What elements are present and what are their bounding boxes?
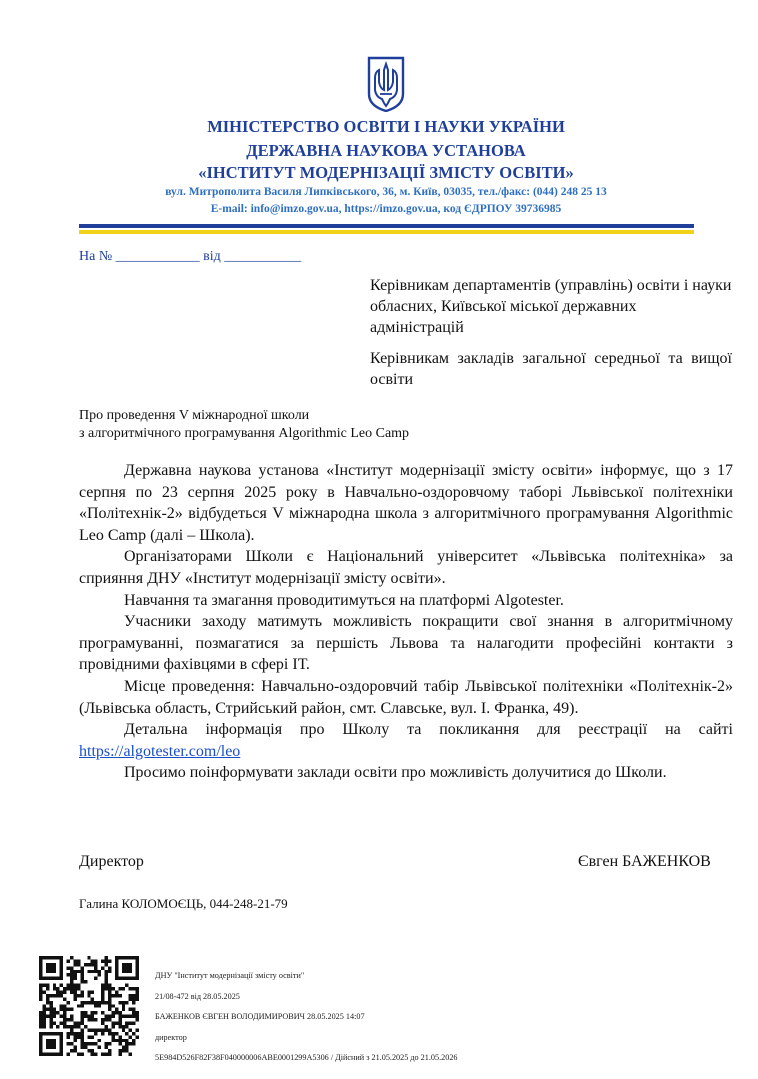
electronic-signature-stamp — [155, 966, 458, 1069]
body-paragraph: Учасники заходу матимуть можливість покращити свої знання в алгоритмічному програмуванні, позмагатися за першість Львова та налагодити професійні контакти з провідними фахівцями в сфері ІТ. — [79, 613, 733, 674]
registration-link[interactable]: https://algotester.com/leo — [79, 742, 241, 760]
body-paragraph — [79, 719, 733, 762]
body-paragraph: Просимо поінформувати заклади освіти про можливість долучитися до Школи. — [124, 764, 667, 782]
signature-title: Директор — [79, 853, 144, 870]
stamp-position: директор — [155, 1032, 187, 1042]
executor-contact: Галина КОЛОМОЄЦЬ, 044-248-21-79 — [79, 896, 288, 911]
stamp-organization: ДНУ "Інститут модернізації змісту освіти" — [155, 971, 305, 980]
trident-emblem-icon — [366, 56, 406, 112]
body-paragraph: Місце проведення: Навчально-оздоровчий табір Львівської політехніки «Політехнік-2» (Львівська область, Стрийський район, смт. Славське, вул. І. Франка, 49). — [79, 677, 733, 717]
reference-number-line: На № ____________ від ___________ — [79, 249, 302, 264]
signature-name: Євген БАЖЕНКОВ — [578, 853, 711, 870]
header-divider-yellow — [79, 230, 694, 234]
header-divider-blue — [79, 224, 694, 228]
body-paragraph: Навчання та змагання проводитимуться на платформі Algotester. — [124, 591, 564, 609]
subject-line-1: Про проведення V міжнародної школи — [79, 408, 310, 423]
stamp-registration: 21/08-472 від 28.05.2025 — [155, 991, 240, 1001]
body-paragraph: Державна наукова установа «Інститут модернізації змісту освіти» інформує, що з 17 серпня по 23 серпня 2025 року в Навчально-оздоровчому таборі Львівської політехніки «Політехнік-2» відбудеться V міжнародна школа з алгоритмічного програмування Algorithmic Leo Camp (далі – Школа). — [79, 462, 733, 544]
subject-line-2: з алгоритмічного програмування Algorithmic Leo Camp — [79, 426, 410, 441]
qr-code-icon — [39, 956, 139, 1056]
addressee-schools: Керівникам закладів загальної середньої та вищої освіти — [370, 350, 732, 388]
stamp-signer: БАЖЕНКОВ ЄВГЕН ВОЛОДИМИРОВИЧ 28.05.2025 14:07 — [155, 1012, 365, 1021]
ministry-name: МІНІСТЕРСТВО ОСВІТИ І НАУКИ УКРАЇНИ — [207, 117, 565, 136]
body-paragraph: Організаторами Школи є Національний університет «Львівська політехніка» за сприяння ДНУ «Інститут модернізації змісту освіти». — [79, 548, 733, 587]
letter-subject — [79, 407, 499, 443]
letter-body — [79, 460, 733, 784]
institution-name-line2: «ІНСТИТУТ МОДЕРНІЗАЦІЇ ЗМІСТУ ОСВІТИ» — [198, 163, 574, 182]
addressee-departments: Керівникам департаментів (управлінь) освіти і науки обласних, Київської міської державних адміністрацій — [370, 277, 732, 336]
institution-contacts: E-mail: info@imzo.gov.ua, https://imzo.gov.ua, код ЄДРПОУ 39736985 — [210, 203, 562, 215]
stamp-certificate: 5E984D526F82F38F040000006ABE0001299A5306 / Дійсний з 21.05.2025 до 21.05.2026 — [155, 1053, 458, 1062]
institution-address: вул. Митрополита Василя Липківського, 36, м. Київ, 03035, тел./факс: (044) 248 25 13 — [165, 186, 607, 198]
registration-info-text: Детальна інформація про Школу та покликання для реєстрації на сайті — [124, 721, 733, 739]
institution-name-line1: ДЕРЖАВНА НАУКОВА УСТАНОВА — [246, 141, 526, 160]
